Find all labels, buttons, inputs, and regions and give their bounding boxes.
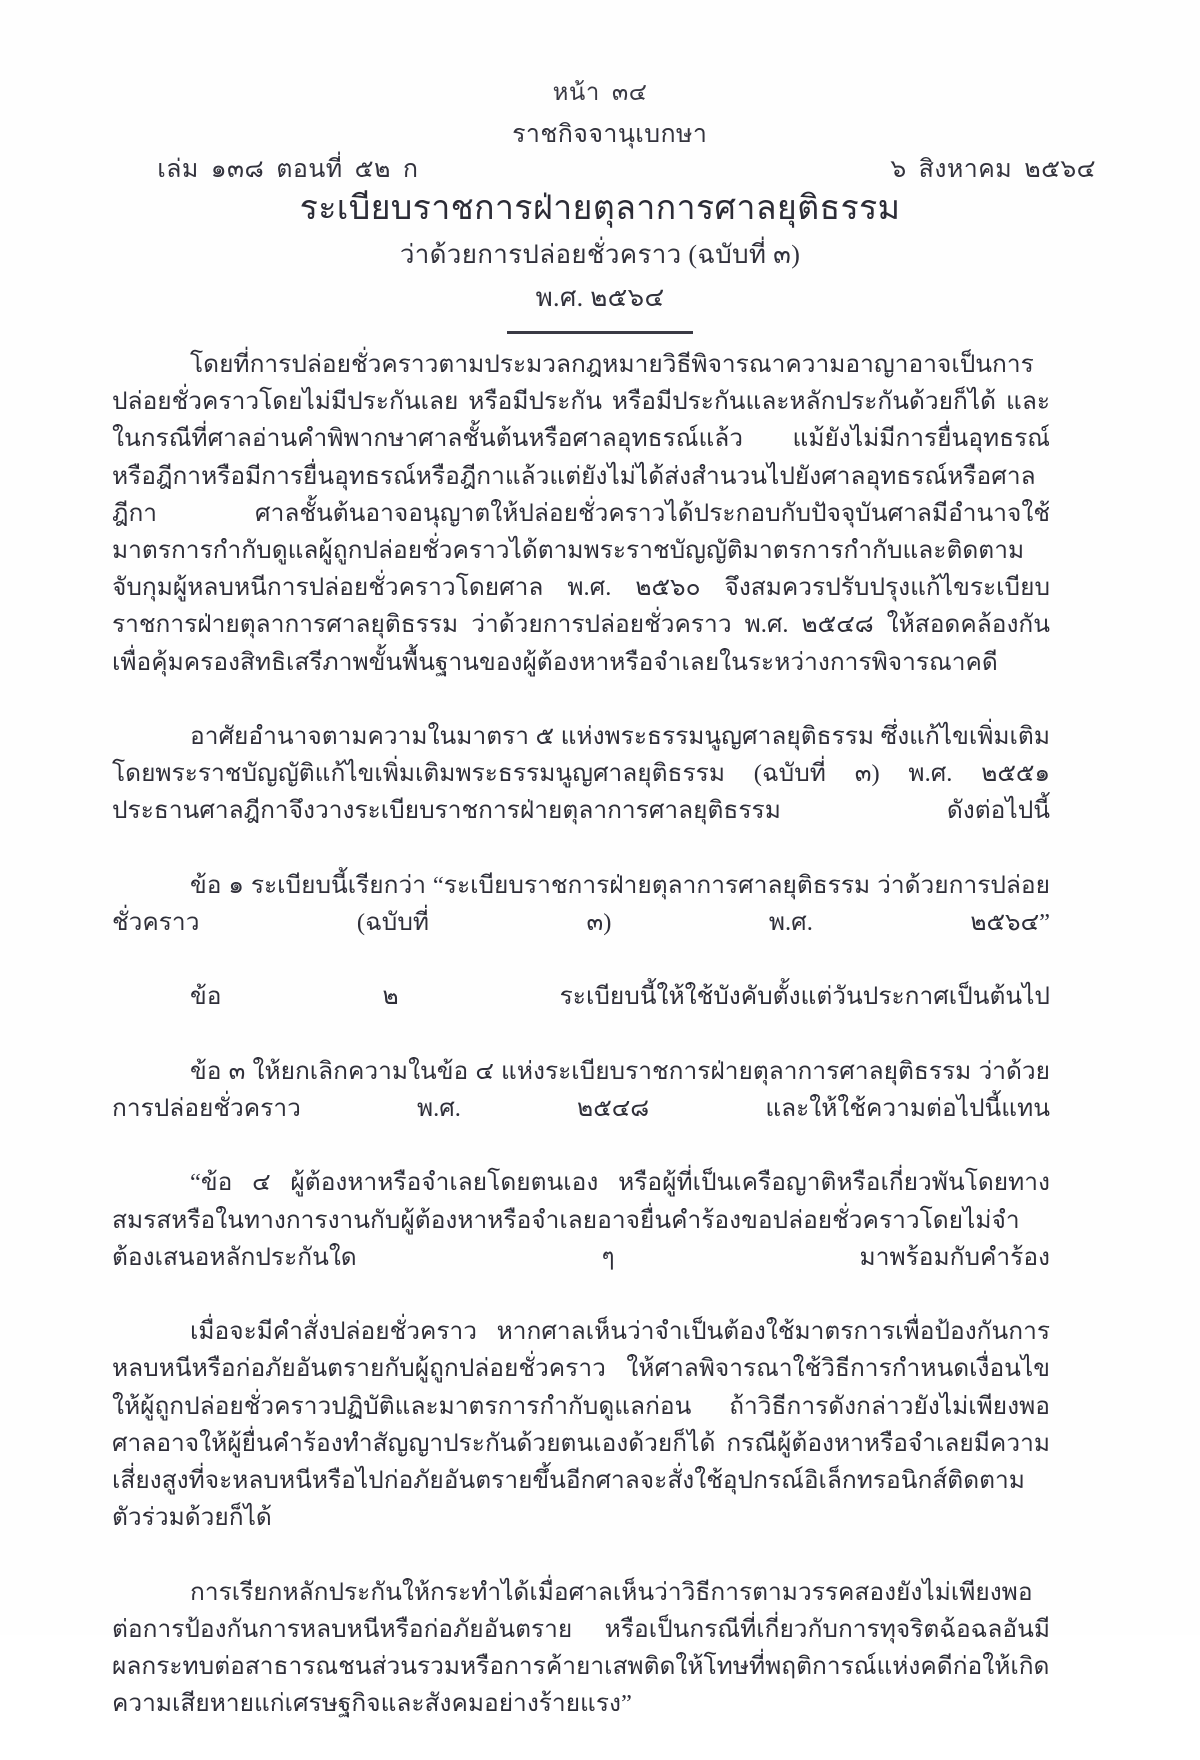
title-block: [0, 188, 1200, 334]
paragraph-clause-1: ข้อ ๑ ระเบียบนี้เรียกว่า “ระเบียบราชการฝ่ายตุลาการศาลยุติธรรม ว่าด้วยการปล่อยชั่วคราว (ฉบับที่ ๓) พ.ศ. ๒๕๖๔”: [112, 871, 1050, 937]
date-year: ๒๕๖๔: [1024, 156, 1096, 183]
document-body: [112, 346, 1050, 1760]
issue-number: ๕๒: [354, 156, 391, 183]
paragraph-clause-4-part-3: การเรียกหลักประกันให้กระทำได้เมื่อศาลเห็นว่าวิธีการตามวรรคสองยังไม่เพียงพอต่อการป้องกันการหลบหนีหรือก่อภัยอันตราย หรือเป็นกรณีที่เกี่ยวกับการทุจริตฉ้อฉลอันมีผลกระทบต่อสาธารณชนส่วนรวมหรือการค้ายาเสพติดให้โทษที่พฤติการณ์แห่งคดีก่อให้เกิดความเสียหายแก่เศรษฐกิจและสังคมอย่างร้ายแรง”: [112, 1578, 1050, 1718]
document-year: พ.ศ. ๒๕๖๔: [535, 283, 665, 313]
issue-section: ก: [402, 156, 419, 183]
document-title: ระเบียบราชการฝ่ายตุลาการศาลยุติธรรม: [299, 190, 901, 227]
paragraph-preamble-1: โดยที่การปล่อยชั่วคราวตามประมวลกฎหมายวิธีพิจารณาความอาญาอาจเป็นการปล่อยชั่วคราวโดยไม่มีประกันเลย หรือมีประกัน หรือมีประกันและหลักประกันด้วยก็ได้ และในกรณีที่ศาลอ่านคำพิพากษาศาลชั้นต้นหรือศาลอุทธรณ์แล้ว แม้ยังไม่มีการยื่นอุทธรณ์หรือฎีกาหรือมีการยื่นอุทธรณ์หรือฎีกาแล้วแต่ยังไม่ได้ส่งสำนวนไปยังศาลอุทธรณ์หรือศาลฎีกา ศาลชั้นต้นอาจอนุญาตให้ปล่อยชั่วคราวได้ประกอบกับปัจจุบันศาลมีอำนาจใช้มาตรการกำกับดูแลผู้ถูกปล่อยชั่วคราวได้ตามพระราชบัญญัติมาตรการกำกับและติดตามจับกุมผู้หลบหนีการปล่อยชั่วคราวโดยศาล พ.ศ. ๒๕๖๐ จึงสมควรปรับปรุงแก้ไขระเบียบราชการฝ่ายตุลาการศาลยุติธรรม ว่าด้วยการปล่อยชั่วคราว พ.ศ. ๒๕๔๘ ให้สอดคล้องกันเพื่อคุ้มครองสิทธิเสรีภาพขั้นพื้นฐานของผู้ต้องหาหรือจำเลยในระหว่างการพิจารณาคดี: [112, 351, 1050, 676]
volume-label: เล่ม: [157, 156, 199, 183]
page-label: หน้า: [552, 80, 600, 106]
title-divider: [507, 331, 693, 334]
paragraph-clause-3: ข้อ ๓ ให้ยกเลิกความในข้อ ๔ แห่งระเบียบราชการฝ่ายตุลาการศาลยุติธรรม ว่าด้วยการปล่อยชั่วคราว พ.ศ. ๒๕๔๘ และให้ใช้ความต่อไปนี้แทน: [112, 1057, 1050, 1123]
document-subtitle: ว่าด้วยการปล่อยชั่วคราว (ฉบับที่ ๓): [399, 240, 801, 270]
page-header: [0, 78, 1200, 183]
paragraph-preamble-2: อาศัยอำนาจตามความในมาตรา ๕ แห่งพระธรรมนูญศาลยุติธรรม ซึ่งแก้ไขเพิ่มเติมโดยพระราชบัญญัติแก้ไขเพิ่มเติมพระธรรมนูญศาลยุติธรรม (ฉบับที่ ๓) พ.ศ. ๒๕๕๑ ประธานศาลฎีกาจึงวางระเบียบราชการฝ่ายตุลาการศาลยุติธรรม ดังต่อไปนี้: [112, 723, 1050, 825]
paragraph-clause-4-part-1: “ข้อ ๔ ผู้ต้องหาหรือจำเลยโดยตนเอง หรือผู้ที่เป็นเครือญาติหรือเกี่ยวพันโดยทางสมรสหรือในทางการงานกับผู้ต้องหาหรือจำเลยอาจยื่นคำร้องขอปล่อยชั่วคราวโดยไม่จำต้องเสนอหลักประกันใด ๆ มาพร้อมกับคำร้อง: [112, 1169, 1050, 1271]
date-month: สิงหาคม: [918, 156, 1013, 183]
page-number: ๓๔: [611, 80, 648, 106]
paragraph-clause-2: ข้อ ๒ ระเบียบนี้ให้ใช้บังคับตั้งแต่วันประกาศเป็นต้นไป: [190, 983, 1050, 1011]
gazette-name: ราชกิจจานุเบกษา: [512, 121, 708, 148]
paragraph-clause-4-part-2: เมื่อจะมีคำสั่งปล่อยชั่วคราว หากศาลเห็นว่าจำเป็นต้องใช้มาตรการเพื่อป้องกันการหลบหนีหรือก่อภัยอันตรายกับผู้ถูกปล่อยชั่วคราว ให้ศาลพิจารณาใช้วิธีการกำหนดเงื่อนไขให้ผู้ถูกปล่อยชั่วคราวปฏิบัติและมาตรการกำกับดูแลก่อน ถ้าวิธีการดังกล่าวยังไม่เพียงพอ ศาลอาจให้ผู้ยื่นคำร้องทำสัญญาประกันด้วยตนเองด้วยก็ได้ กรณีผู้ต้องหาหรือจำเลยมีความเสี่ยงสูงที่จะหลบหนีหรือไปก่อภัยอันตรายขึ้นอีกศาลจะสั่งใช้อุปกรณ์อิเล็กทรอนิกส์ติดตามตัวร่วมด้วยก็ได้: [112, 1318, 1050, 1532]
volume-number: ๑๓๘: [210, 156, 265, 183]
page-number-line: [0, 78, 1200, 108]
date-day: ๖: [890, 156, 907, 183]
issue-label: ตอนที่: [276, 156, 343, 183]
